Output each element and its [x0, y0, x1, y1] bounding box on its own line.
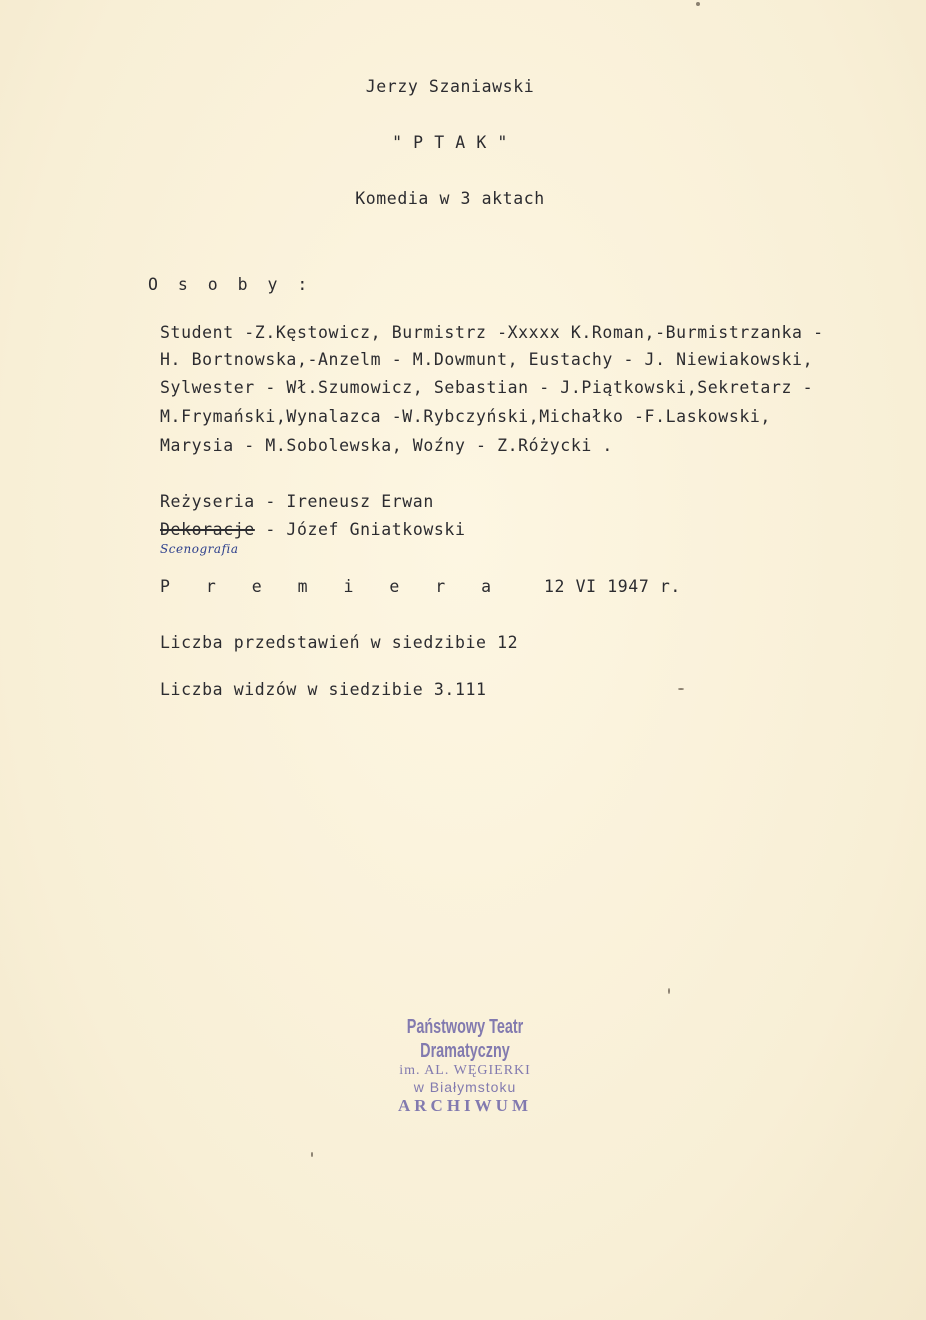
viewers-count: Liczba widzów w siedzibie 3.111 — [160, 680, 487, 699]
design-credit — [160, 519, 466, 541]
cast-line-3: Sylwester - Wł.Szumowicz, Sebastian - J.Piątkowski,Sekretarz - — [160, 378, 814, 397]
paper-speck — [678, 688, 684, 690]
paper-speck — [311, 1152, 313, 1157]
premiere-date: 12 VI 1947 r. — [544, 577, 681, 596]
cast-line-2: H. Bortnowska,-Anzelm - M.Dowmunt, Eustachy - J. Niewiakowski, — [160, 350, 814, 369]
design-name: - Józef Gniatkowski — [254, 520, 466, 539]
play-title: " P T A K " — [392, 133, 508, 152]
stamp-city: w Białymstoku — [413, 1079, 517, 1095]
premiere-line — [160, 576, 681, 598]
cast-line-4: M.Frymański,Wynalazca -W.Rybczyński,Michałko -F.Laskowski, — [160, 407, 771, 426]
paper-speck — [668, 988, 670, 994]
cast-line-1: Student -Z.Kęstowicz, Burmistrz -Xxxxx K.Roman,-Burmistrzanka - — [160, 323, 824, 342]
handwritten-correction: Scenografia — [160, 542, 239, 556]
author-name: Jerzy Szaniawski — [365, 77, 535, 96]
play-subtitle: Komedia w 3 aktach — [355, 189, 545, 208]
paper-speck — [696, 2, 700, 6]
cast-label: O s o b y : — [148, 275, 313, 294]
direction-credit: Reżyseria - Ireneusz Erwan — [160, 492, 434, 511]
stamp-archive: ARCHIWUM — [398, 1096, 532, 1115]
performances-count: Liczba przedstawień w siedzibie 12 — [160, 633, 519, 652]
design-label-struck: Dekoracje — [160, 520, 255, 539]
cast-line-5: Marysia - M.Sobolewska, Woźny - Z.Różycki . — [160, 436, 613, 455]
premiere-label: P r e m i e r a — [160, 577, 505, 596]
stamp-theatre-name: Państwowy Teatr Dramatyczny — [406, 1016, 524, 1062]
stamp-patron: im. AL. WĘGIERKI — [399, 1063, 531, 1078]
archive-stamp — [340, 1015, 590, 1117]
